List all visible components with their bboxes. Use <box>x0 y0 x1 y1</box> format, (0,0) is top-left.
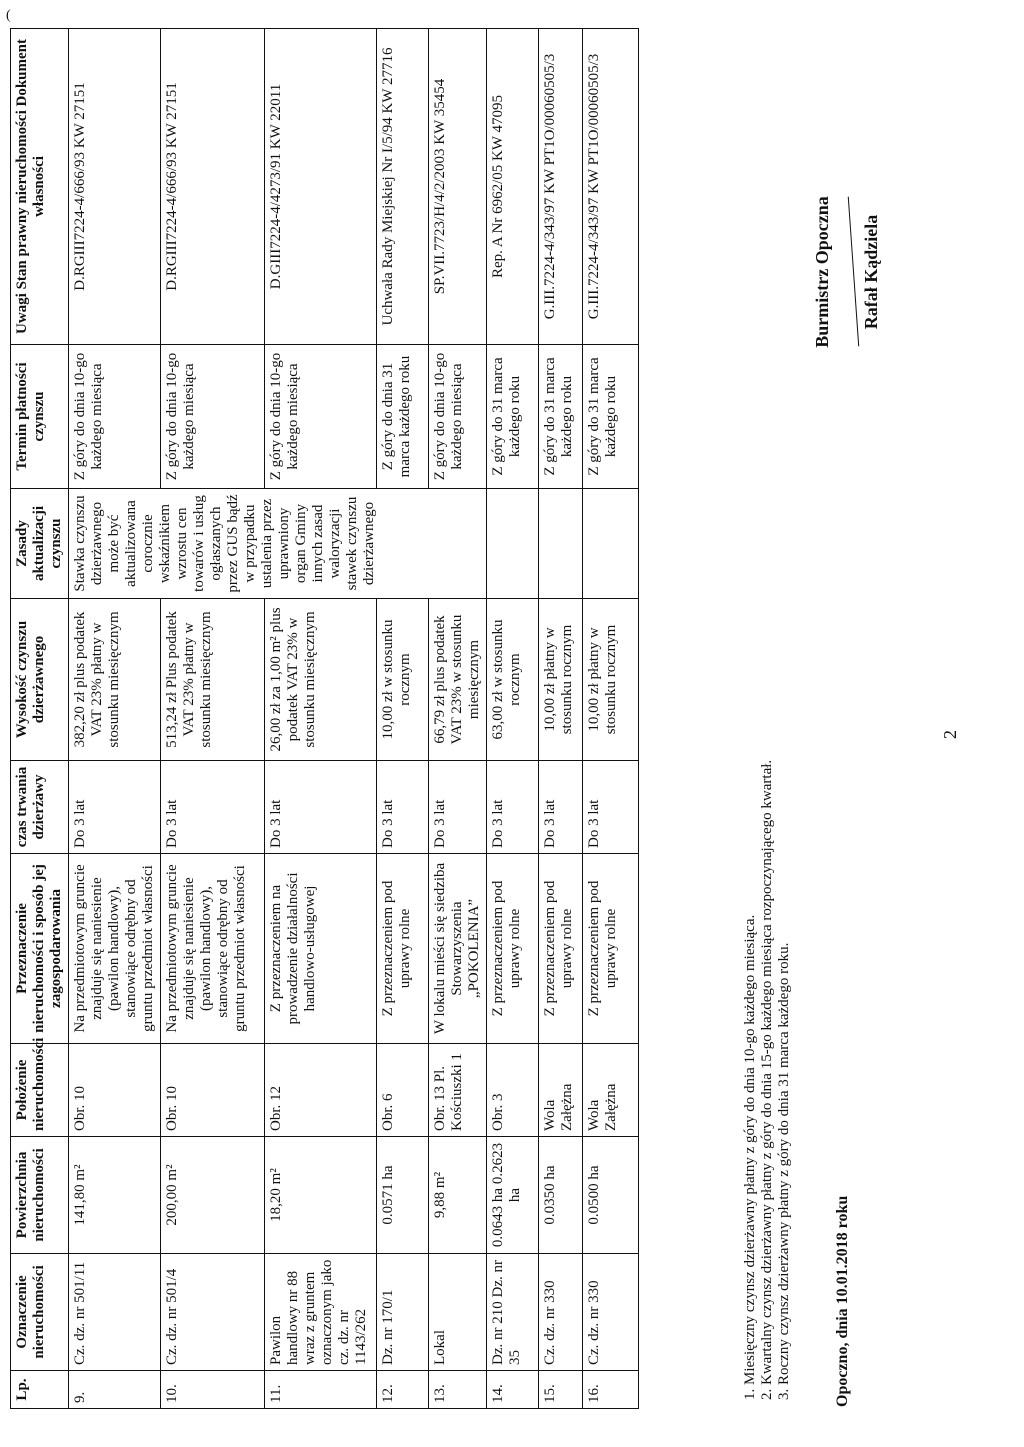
cell-uwagi: D.GIII7224-4/4273/91 KW 22011 <box>265 29 377 345</box>
cell-termin: Z góry do dnia 10-go każdego miesiąca <box>161 345 265 489</box>
cell-wysokosc: 63,00 zł w stosunku rocznym <box>487 599 539 761</box>
cell-lp: 15. <box>539 1371 583 1409</box>
cell-lp: 10. <box>161 1371 265 1409</box>
signature-title: Burmistrz Opoczna <box>812 196 832 348</box>
cell-czas: Do 3 lat <box>487 761 539 854</box>
footnote-2: 2. Kwartalny czynsz dzierżawny płatny z góry do dnia 15-go każdego miesiąca rozpoczynającego kwartał. <box>759 760 776 1385</box>
cell-termin: Z góry do dnia 10-go każdego miesiąca <box>265 345 377 489</box>
footnote-1: 1. Miesięczny czynsz dzierżawny płatny z góry do dnia 10-go każdego miesiąca. <box>742 760 759 1385</box>
cell-czas: Do 3 lat <box>377 761 429 854</box>
table-row <box>377 29 429 1409</box>
header-wysokosc: Wysokość czynszu dzierżawnego <box>11 599 69 761</box>
cell-przeznaczenie: Z przeznaczeniem pod uprawy rolne <box>377 854 429 1044</box>
cell-powierzchnia: 0.0571 ha <box>377 1137 429 1254</box>
table-row <box>539 29 583 1409</box>
cell-oznaczenie: Cz. dz. nr 501/11 <box>69 1254 161 1371</box>
page-number: 2 <box>940 730 960 739</box>
table-body <box>69 29 639 1409</box>
cell-uwagi: Uchwała Rady Miejskiej Nr I/5/94 KW 27716 <box>377 29 429 345</box>
cell-uwagi: G.III.7224-4/343/97 KW PT1O/00060505/3 <box>583 29 639 345</box>
cell-lp: 11. <box>265 1371 377 1409</box>
table-row <box>69 29 161 1409</box>
cell-powierzchnia: 0.0350 ha <box>539 1137 583 1254</box>
cell-oznaczenie: Lokal <box>429 1254 487 1371</box>
header-czas: czas trwania dzierżawy <box>11 761 69 854</box>
cell-uwagi: SP.VII.7723/H/4/2/2003 KW 35454 <box>429 29 487 345</box>
cell-polozenie: Obr. 12 <box>265 1044 377 1137</box>
header-przeznaczenie: Przeznaczenie nieruchomości i sposób jej zagospodarowania <box>11 854 69 1044</box>
table-row <box>583 29 639 1409</box>
cell-wysokosc: 382,20 zł plus podatek VAT 23% płatny w stosunku miesięcznym <box>69 599 161 761</box>
cell-powierzchnia: 9,88 m² <box>429 1137 487 1254</box>
cell-termin: Z góry do dnia 31 marca każdego roku <box>377 345 429 489</box>
cell-zasady-empty <box>583 489 639 599</box>
cell-przeznaczenie: Z przeznaczeniem pod uprawy rolne <box>539 854 583 1044</box>
cell-powierzchnia: 141,80 m² <box>69 1137 161 1254</box>
cell-polozenie: Obr. 13 Pl. Kościuszki 1 <box>429 1044 487 1137</box>
cell-przeznaczenie: Na przedmiotowym gruncie znajduje się naniesienie (pawilon handlowy), stanowiące odrębny od gruntu przedmiot własności <box>69 854 161 1044</box>
cell-polozenie: Wola Załężna <box>539 1044 583 1137</box>
cell-oznaczenie: Cz. dz. nr 330 <box>539 1254 583 1371</box>
margin-mark: ( <box>6 8 11 23</box>
cell-powierzchnia: 0.0500 ha <box>583 1137 639 1254</box>
cell-przeznaczenie: Z przeznaczeniem pod uprawy rolne <box>583 854 639 1044</box>
cell-powierzchnia: 0.0643 ha 0.2623 ha <box>487 1137 539 1254</box>
cell-czas: Do 3 lat <box>265 761 377 854</box>
cell-zasady: Stawka czynszu dzierżawnego może być aktualizowana corocznie wskaźnikiem wzrostu cen towarów i usług ogłaszanych przez GUS bądź w przypadku ustalenia przez uprawniony organ Gminy innych zasad waloryzacji stawek czynszu dzierżawnego <box>69 489 487 599</box>
cell-uwagi: Rep. A Nr 6962/05 KW 47095 <box>487 29 539 345</box>
header-termin: Termin płatności czynszu <box>11 345 69 489</box>
cell-przeznaczenie: Z przeznaczeniem na prowadzenie działalności handlowo-usługowej <box>265 854 377 1044</box>
cell-lp: 14. <box>487 1371 539 1409</box>
cell-wysokosc: 513,24 zł Plus podatek VAT 23% płatny w stosunku miesięcznym <box>161 599 265 761</box>
cell-oznaczenie: Dz. nr 170/1 <box>377 1254 429 1371</box>
cell-lp: 9. <box>69 1371 161 1409</box>
cell-czas: Do 3 lat <box>583 761 639 854</box>
cell-oznaczenie: Pawilon handlowy nr 88 wraz z gruntem oznaczonym jako cz. dz. nr 1143/262 <box>265 1254 377 1371</box>
cell-uwagi: D.RGIII7224-4/666/93 KW 27151 <box>69 29 161 345</box>
cell-wysokosc: 10,00 zł płatny w stosunku rocznym <box>539 599 583 761</box>
cell-przeznaczenie: Z przeznaczeniem pod uprawy rolne <box>487 854 539 1044</box>
cell-oznaczenie: Dz. nr 210 Dz. nr 35 <box>487 1254 539 1371</box>
cell-termin: Z góry do 31 marca każdego roku <box>583 345 639 489</box>
cell-wysokosc: 10,00 zł w stosunku rocznym <box>377 599 429 761</box>
cell-przeznaczenie: W lokalu mieści się siedziba Stowarzyszenia „POKOLENIA” <box>429 854 487 1044</box>
cell-polozenie: Obr. 3 <box>487 1044 539 1137</box>
cell-czas: Do 3 lat <box>539 761 583 854</box>
signature-name: Rafał Kądziela <box>861 214 881 330</box>
cell-termin: Z góry do dnia 10-go każdego miesiąca <box>69 345 161 489</box>
cell-przeznaczenie: Na przedmiotowym gruncie znajduje się naniesienie (pawilon handlowy), stanowiące odrębny od gruntu przedmiot własności <box>161 854 265 1044</box>
cell-wysokosc: 66,79 zł plus podatek VAT 23% w stosunku miesięcznym <box>429 599 487 761</box>
cell-lp: 13. <box>429 1371 487 1409</box>
header-uwagi: Uwagi Stan prawny nieruchomości Dokument własności <box>11 29 69 345</box>
cell-polozenie: Wola Załężna <box>583 1044 639 1137</box>
header-lp: Lp. <box>11 1371 69 1409</box>
header-polozenie: Położenie nieruchomości <box>11 1044 69 1137</box>
table-row <box>429 29 487 1409</box>
cell-czas: Do 3 lat <box>161 761 265 854</box>
table-row <box>161 29 265 1409</box>
cell-termin: Z góry do 31 marca każdego roku <box>487 345 539 489</box>
cell-zasady-empty <box>539 489 583 599</box>
cell-czas: Do 3 lat <box>69 761 161 854</box>
header-powierzchnia: Powierzchnia nieruchomości <box>11 1137 69 1254</box>
cell-zasady-empty <box>487 489 539 599</box>
date-line: Opoczno, dnia 10.01.2018 roku <box>834 1195 851 1407</box>
header-row <box>11 29 69 1409</box>
cell-lp: 12. <box>377 1371 429 1409</box>
header-oznaczenie: Oznaczenie nieruchomości <box>11 1254 69 1371</box>
cell-polozenie: Obr. 6 <box>377 1044 429 1137</box>
cell-uwagi: G.III.7224-4/343/97 KW PT1O/00060505/3 <box>539 29 583 345</box>
cell-wysokosc: 26,00 zł za 1,00 m² plus podatek VAT 23% w stosunku miesięcznym <box>265 599 377 761</box>
table-row <box>487 29 539 1409</box>
cell-oznaczenie: Cz. dz. nr 501/4 <box>161 1254 265 1371</box>
cell-powierzchnia: 18,20 m² <box>265 1137 377 1254</box>
cell-uwagi: D.RGIII7224-4/666/93 KW 27151 <box>161 29 265 345</box>
cell-czas: Do 3 lat <box>429 761 487 854</box>
cell-powierzchnia: 200,00 m² <box>161 1137 265 1254</box>
table-row <box>265 29 377 1409</box>
cell-lp: 16. <box>583 1371 639 1409</box>
cell-polozenie: Obr. 10 <box>161 1044 265 1137</box>
footnotes <box>742 760 793 1407</box>
footnote-3: 3. Roczny czynsz dzierżawny płatny z góry do dnia 31 marca każdego roku. <box>776 760 793 1385</box>
cell-oznaczenie: Cz. dz. nr 330 <box>583 1254 639 1371</box>
cell-termin: Z góry do 31 marca każdego roku <box>539 345 583 489</box>
lease-table <box>10 28 639 1409</box>
signature-block <box>805 157 888 387</box>
cell-termin: Z góry do dnia 10-go każdego miesiąca <box>429 345 487 489</box>
header-zasady: Zasady aktualizacji czynszu <box>11 489 69 599</box>
cell-wysokosc: 10,00 zł płatny w stosunku rocznym <box>583 599 639 761</box>
cell-polozenie: Obr. 10 <box>69 1044 161 1137</box>
